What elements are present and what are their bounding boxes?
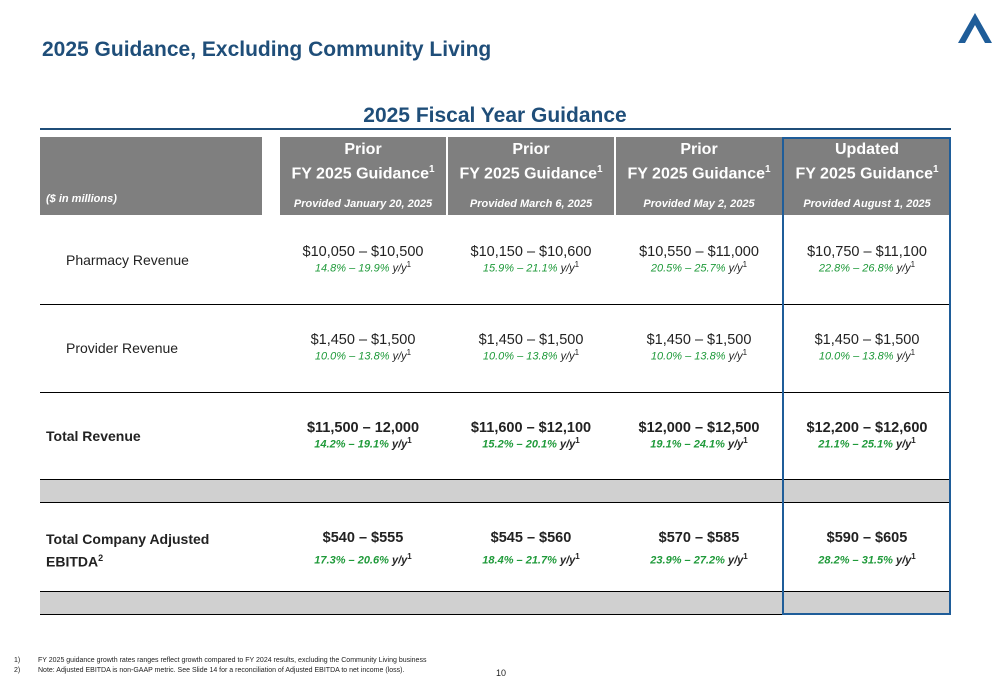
growth-range: 21.1% – 25.1% $y/y^1$: [818, 436, 916, 451]
footnotes: [14, 656, 426, 676]
value-range: $590 – $605: [826, 530, 908, 546]
footnote: 1) FY 2025 guidance growth rates ranges reflect growth compared to FY 2024 results, excluding the Community Living business: [14, 657, 427, 664]
value-range: $10,750 – $11,100: [807, 244, 927, 260]
column-header: [616, 140, 782, 214]
growth-range: 28.2% – 31.5% $y/y^1$: [818, 552, 916, 567]
table-title: 2025 Fiscal Year Guidance: [363, 104, 627, 127]
table-cell: [280, 420, 446, 451]
table-cell: [448, 244, 614, 275]
value-range: $12,200 – $12,600: [806, 420, 928, 436]
page-number: 10: [496, 668, 507, 678]
row-label-line1: Total Company Adjusted: [46, 531, 210, 547]
table-cell: [280, 244, 446, 275]
value-range: $1,450 – $1,500: [478, 332, 584, 348]
column-provided-date: Provided March 6, 2025: [469, 198, 593, 211]
slide-title: 2025 Guidance, Excluding Community Living: [42, 38, 492, 61]
growth-range: 19.1% – 24.1% $y/y^1$: [650, 436, 748, 451]
table-cell: [448, 332, 614, 363]
row-label-pharmacy-revenue: Pharmacy Revenue: [66, 252, 189, 268]
column-status: Prior: [680, 141, 718, 158]
value-range: $545 – $560: [490, 530, 572, 546]
growth-range: 23.9% – 27.2% $y/y^1$: [650, 552, 748, 567]
growth-range: 22.8% – 26.8% $y/y^1$: [818, 260, 916, 275]
row-label-line2: EBITDA$^2$: [46, 553, 104, 570]
updated-column-highlight: [782, 137, 951, 615]
table-cell: [448, 420, 614, 451]
column-provided-date: Provided May 2, 2025: [643, 198, 755, 211]
value-range: $1,450 – $1,500: [646, 332, 752, 348]
column-title: FY 2025 Guidance$^1$: [795, 164, 939, 183]
value-range: $10,050 – $10,500: [302, 244, 424, 260]
column-header: [280, 140, 446, 214]
column-title: FY 2025 Guidance$^1$: [459, 164, 603, 183]
value-range: $11,600 – $12,100: [470, 420, 592, 436]
value-range: $1,450 – $1,500: [814, 332, 920, 348]
table-cell: [616, 530, 782, 567]
growth-range: 17.3% – 20.6% $y/y^1$: [314, 552, 412, 567]
value-range: $570 – $585: [658, 530, 740, 546]
column-status: Prior: [512, 141, 550, 158]
unit-label: ($ in millions): [46, 193, 117, 205]
growth-range: 10.0% – 13.8% $y/y^1$: [482, 348, 580, 363]
value-range: $12,000 – $12,500: [638, 420, 760, 436]
growth-range: 15.2% – 20.1% $y/y^1$: [482, 436, 580, 451]
column-status: Updated: [835, 141, 899, 158]
value-range: $10,150 – $10,600: [470, 244, 592, 260]
growth-range: 14.2% – 19.1% $y/y^1$: [314, 436, 412, 451]
growth-range: 10.0% – 13.8% $y/y^1$: [314, 348, 412, 363]
table-cell: [280, 332, 446, 363]
table-cell: [280, 530, 446, 567]
value-range: $540 – $555: [322, 530, 404, 546]
table-cell: [448, 530, 614, 567]
a-chevron-logo-icon: [957, 12, 993, 44]
value-range: $10,550 – $11,000: [639, 244, 759, 260]
column-header: [448, 140, 614, 214]
column-title: FY 2025 Guidance$^1$: [291, 164, 435, 183]
growth-range: 10.0% – 13.8% $y/y^1$: [650, 348, 748, 363]
growth-range: 14.8% – 19.9% $y/y^1$: [314, 260, 412, 275]
column-title: FY 2025 Guidance$^1$: [627, 164, 771, 183]
table-cell: [616, 332, 782, 363]
value-range: $1,450 – $1,500: [310, 332, 416, 348]
title-divider: [40, 128, 951, 130]
value-range: $11,500 – 12,000: [306, 420, 420, 436]
column-status: Prior: [344, 141, 382, 158]
growth-range: 15.9% – 21.1% $y/y^1$: [482, 260, 580, 275]
column-provided-date: Provided August 1, 2025: [803, 198, 931, 211]
growth-range: 10.0% – 13.8% $y/y^1$: [818, 348, 916, 363]
footnote: 2) Note: Adjusted EBITDA is non-GAAP metric. See Slide 14 for a reconciliation of Adjusted EBITDA to net income (loss).: [14, 667, 405, 674]
row-label-adjusted-ebitda: [46, 530, 209, 572]
row-label-total-revenue: Total Revenue: [46, 428, 141, 444]
table-cell: [616, 420, 782, 451]
row-label-provider-revenue: Provider Revenue: [66, 340, 179, 356]
growth-range: 20.5% – 25.7% $y/y^1$: [650, 260, 748, 275]
growth-range: 18.4% – 21.7% $y/y^1$: [482, 552, 580, 567]
table-cell: [616, 244, 782, 275]
column-provided-date: Provided January 20, 2025: [293, 198, 433, 211]
